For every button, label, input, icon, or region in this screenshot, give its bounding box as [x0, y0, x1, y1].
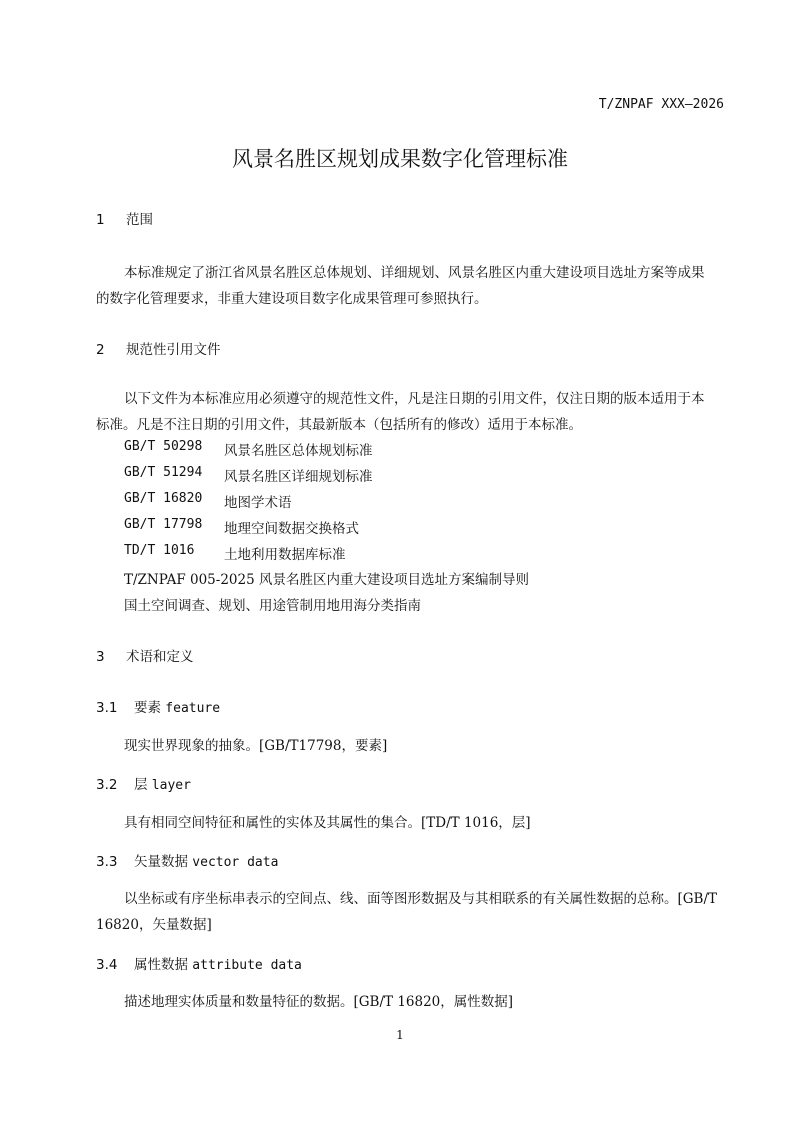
term-english: attribute data: [192, 958, 302, 973]
term-number: 3.3: [96, 854, 118, 870]
document-code: T/ZNPAF XXX—2026: [598, 97, 724, 112]
reference-row: [124, 491, 724, 511]
refs-para-line-2: 标准。凡是不注日期的引用文件，其最新版本（包括所有的修改）适用于本标准。: [96, 417, 582, 433]
term-definition: 描述地理实体质量和数量特征的数据。[GB/T 16820，属性数据]: [124, 994, 514, 1010]
reference-title: 土地利用数据库标准: [224, 547, 346, 563]
document-title: 风景名胜区规划成果数字化管理标准: [232, 147, 568, 171]
term-definition: 具有相同空间特征和属性的实体及其属性的集合。[TD/T 1016，层]: [124, 815, 531, 831]
section-heading-2: [96, 338, 221, 358]
term-heading-3-3: [96, 850, 278, 870]
reference-code: GB/T 50298: [124, 439, 203, 454]
term-definition-line-2: 16820，矢量数据]: [96, 917, 212, 933]
reference-code: GB/T 17798: [124, 517, 203, 532]
page-number: 1: [396, 1028, 404, 1042]
term-definition: 现实世界现象的抽象。[GB/T17798，要素]: [124, 738, 388, 754]
section-number: 2: [96, 342, 105, 358]
reference-row: [124, 543, 724, 563]
scope-para-line-1: 本标准规定了浙江省风景名胜区总体规划、详细规划、风景名胜区内重大建设项目选址方案等成果: [124, 265, 705, 281]
term-english: vector data: [192, 855, 279, 870]
reference-title: 地理空间数据交换格式: [224, 521, 359, 537]
section-title: 范围: [126, 212, 153, 228]
reference-title: 风景名胜区总体规划标准: [224, 443, 373, 459]
section-number: 1: [96, 212, 105, 228]
reference-code: TD/T 1016: [124, 543, 195, 558]
reference-title: 风景名胜区详细规划标准: [224, 469, 373, 485]
term-number: 3.2: [96, 777, 118, 793]
reference-code: GB/T 16820: [124, 491, 203, 506]
term-english: layer: [151, 778, 191, 793]
term-heading-3-4: [96, 953, 302, 973]
reference-title: 地图学术语: [224, 495, 292, 511]
reference-full-1: T/ZNPAF 005-2025 风景名胜区内重大建设项目选址方案编制导则: [124, 572, 529, 588]
refs-para-line-1: 以下文件为本标准应用必须遵守的规范性文件，凡是注日期的引用文件，仅注日期的版本适用于本: [124, 391, 705, 407]
term-name: 层: [134, 777, 148, 793]
section-heading-1: [96, 208, 153, 228]
reference-row: [124, 517, 724, 537]
term-definition-line-1: 以坐标或有序坐标串表示的空间点、线、面等图形数据及与其相联系的有关属性数据的总称。[GB/T: [124, 891, 718, 907]
term-heading-3-2: [96, 773, 191, 793]
reference-code: GB/T 51294: [124, 465, 203, 480]
term-english: feature: [165, 701, 221, 716]
term-heading-3-1: [96, 696, 220, 716]
scope-para-line-2: 的数字化管理要求，非重大建设项目数字化成果管理可参照执行。: [96, 291, 488, 307]
term-number: 3.1: [96, 700, 118, 716]
reference-row: [124, 439, 724, 459]
reference-row: [124, 465, 724, 485]
term-number: 3.4: [96, 957, 118, 973]
section-title: 术语和定义: [126, 649, 194, 665]
reference-full-2: 国土空间调查、规划、用途管制用地用海分类指南: [124, 598, 421, 614]
section-heading-3: [96, 645, 194, 665]
section-number: 3: [96, 649, 105, 665]
section-title: 规范性引用文件: [126, 342, 221, 358]
term-name: 属性数据: [134, 957, 188, 973]
term-name: 矢量数据: [134, 854, 188, 870]
term-name: 要素: [134, 700, 161, 716]
